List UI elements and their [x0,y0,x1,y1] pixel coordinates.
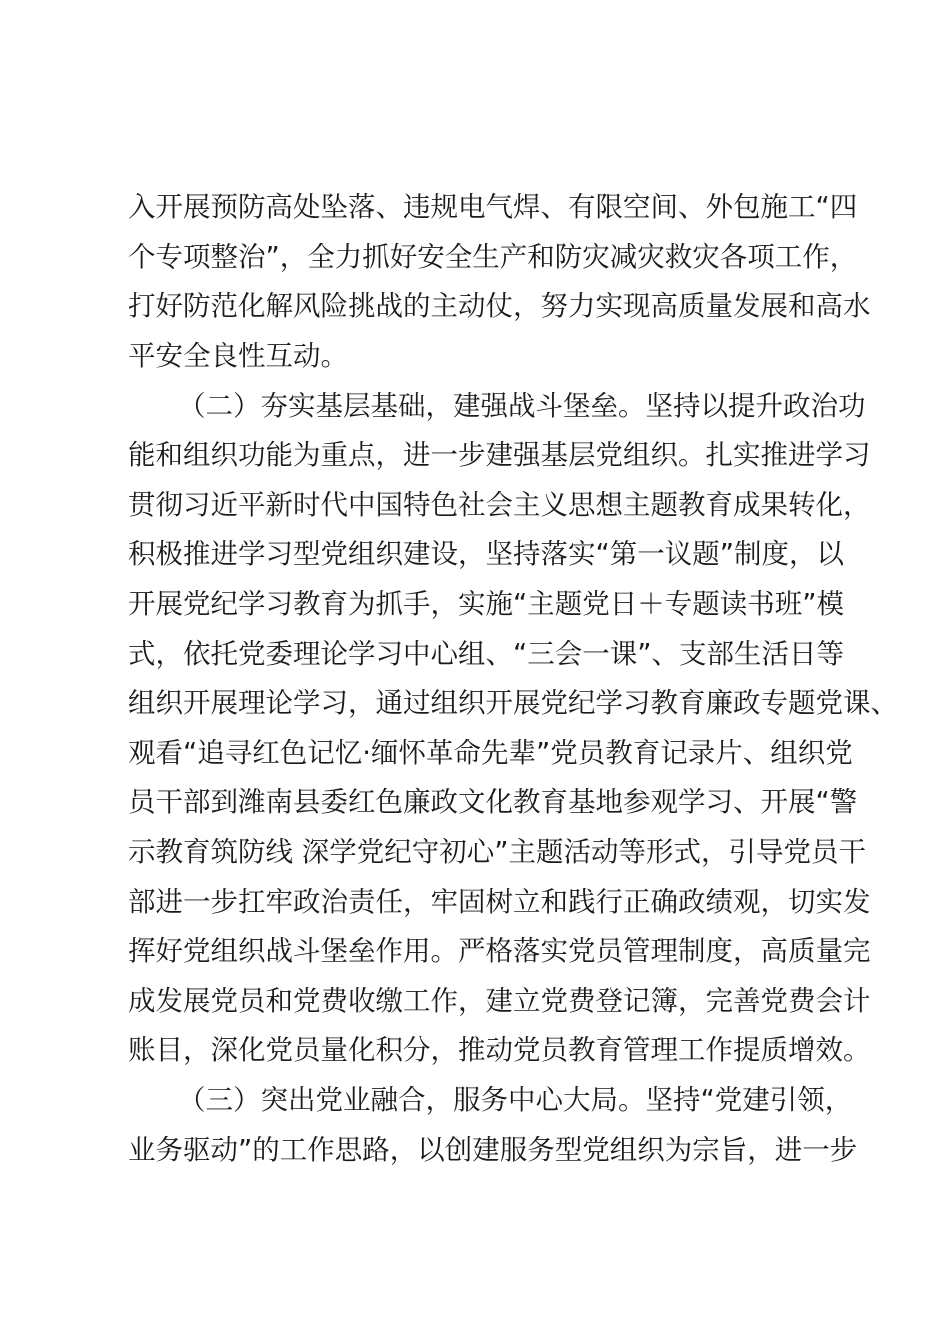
text-line: 组织开展理论学习，通过组织开展党纪学习教育廉政专题党课、 [128,687,898,719]
paragraph-heading-line: （二）夯实基层基础，建强战斗堡垒。坚持以提升政治功 [178,390,866,422]
text-line: 式，依托党委理论学习中心组、“三会一课”、支部生活日等 [128,638,844,670]
text-line: 入开展预防高处坠落、违规电气焊、有限空间、外包施工“四 [128,191,858,223]
text-line: 能和组织功能为重点，进一步建强基层党组织。扎实推进学习 [128,439,871,471]
text-line: 部进一步扛牢政治责任，牢固树立和践行正确政绩观，切实发 [128,886,871,918]
text-line: 积极推进学习型党组织建设，坚持落实“第一议题”制度，以 [128,538,844,570]
text-line: 平安全良性互动。 [128,340,348,372]
text-line: 观看“追寻红色记忆·缅怀革命先辈”党员教育记录片、组织党 [128,737,853,769]
text-line: 业务驱动”的工作思路，以创建服务型党组织为宗旨，进一步 [128,1134,858,1166]
text-line: 示教育筑防线 深学党纪守初心”主题活动等形式，引导党员干 [128,836,866,868]
text-line: 员干部到潍南县委红色廉政文化教育基地参观学习、开展“警 [128,786,858,818]
text-line: 挥好党组织战斗堡垒作用。严格落实党员管理制度，高质量完 [128,935,871,967]
paragraph-heading-line: （三）突出党业融合，服务中心大局。坚持“党建引领， [178,1084,853,1116]
text-line: 贯彻习近平新时代中国特色社会主义思想主题教育成果转化， [128,489,871,521]
text-line: 账目，深化党员量化积分，推动党员教育管理工作提质增效。 [128,1034,871,1066]
text-line: 开展党纪学习教育为抓手，实施“主题党日＋专题读书班”模 [128,588,844,620]
text-line: 个专项整治”，全力抓好安全生产和防灾减灾救灾各项工作， [128,241,858,273]
text-line: 打好防范化解风险挑战的主动仗，努力实现高质量发展和高水 [128,290,871,322]
text-line: 成发展党员和党费收缴工作，建立党费登记簿，完善党费会计 [128,985,871,1017]
